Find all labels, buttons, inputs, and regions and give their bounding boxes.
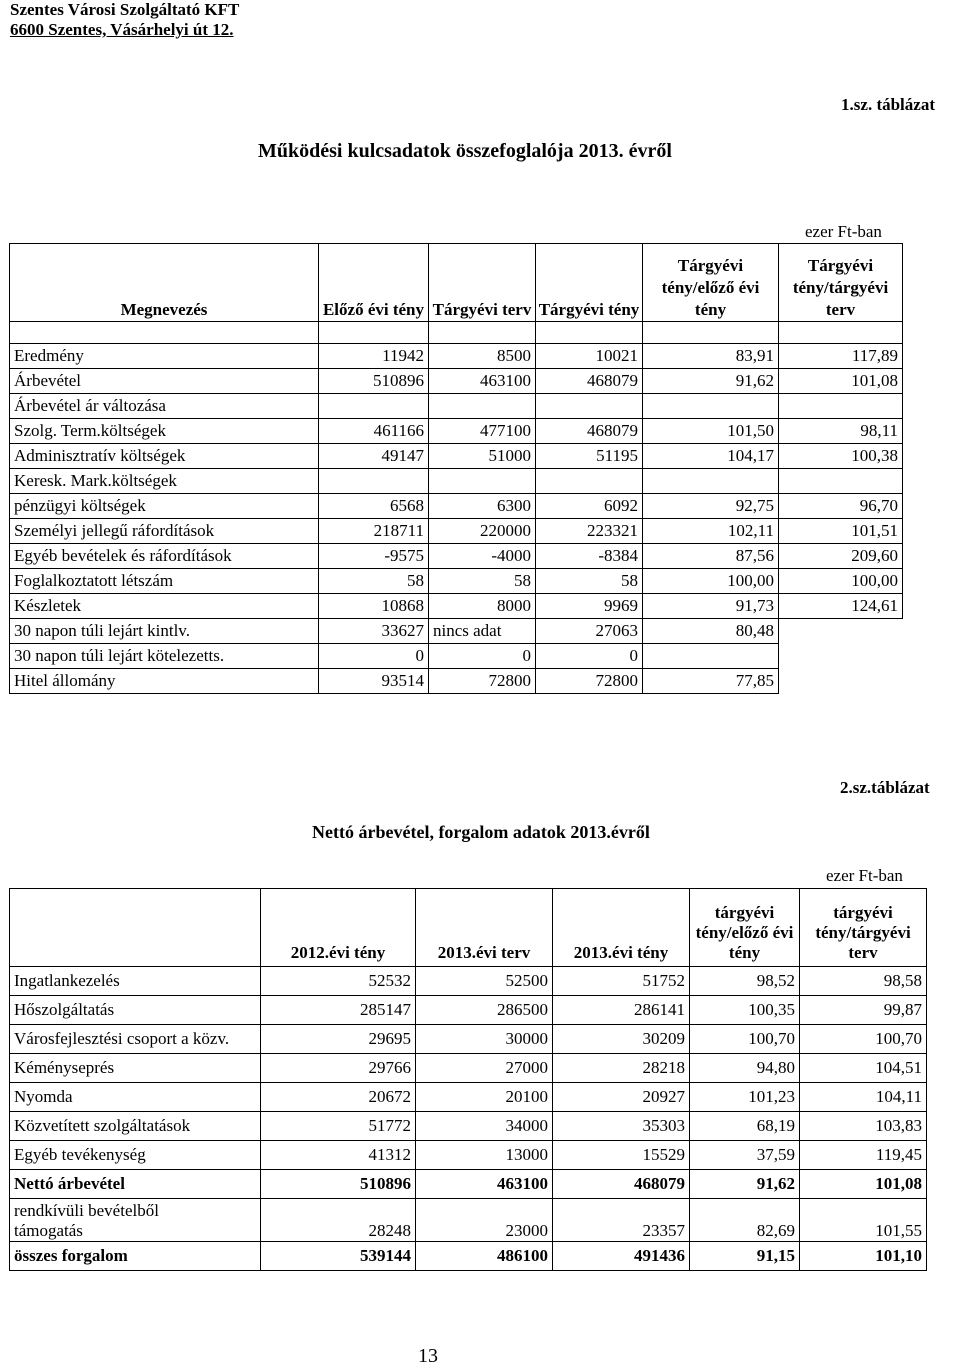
cell-2013-plan: 34000 [416, 1112, 553, 1141]
table-row [10, 669, 903, 694]
col-header: Tárgyévi tény/tárgyévi terv [779, 244, 903, 322]
revenue-table [9, 888, 927, 1271]
col-header: Megnevezés [10, 244, 319, 322]
col-header: 2013.évi tény [553, 889, 690, 967]
row-label: Árbevétel [10, 369, 319, 394]
cell-2013-actual: 35303 [553, 1112, 690, 1141]
cell-plan: 8000 [429, 594, 536, 619]
cell-plan [429, 394, 536, 419]
cell-ratio-prev: 80,48 [643, 619, 779, 644]
cell-ratio-plan: 124,61 [779, 594, 903, 619]
cell-ratio-plan: 117,89 [779, 344, 903, 369]
cell-ratio-plan: 209,60 [779, 544, 903, 569]
cell-2013-plan: 52500 [416, 967, 553, 996]
cell-ratio-prev: 91,62 [690, 1170, 800, 1199]
col-header: 2012.évi tény [261, 889, 416, 967]
row-label: pénzügyi költségek [10, 494, 319, 519]
cell-prev-actual [319, 394, 429, 419]
col-header: tárgyévi tény/tárgyévi terv [800, 889, 927, 967]
table-row [10, 1025, 927, 1054]
org-name: Szentes Városi Szolgáltató KFT [10, 0, 240, 19]
cell-ratio-plan [779, 394, 903, 419]
row-label: Eredmény [10, 344, 319, 369]
cell-ratio-plan: 98,58 [800, 967, 927, 996]
org-address: 6600 Szentes, Vásárhelyi út 12. [10, 20, 234, 39]
row-label: Adminisztratív költségek [10, 444, 319, 469]
cell-prev-actual: 510896 [319, 369, 429, 394]
cell-actual: -8384 [536, 544, 643, 569]
table-row [10, 569, 903, 594]
cell-plan: 220000 [429, 519, 536, 544]
cell-ratio-prev: 100,00 [643, 569, 779, 594]
cell-prev-actual: 10868 [319, 594, 429, 619]
table-row [10, 544, 903, 569]
cell-actual: 58 [536, 569, 643, 594]
cell-actual [536, 394, 643, 419]
row-label: összes forgalom [10, 1242, 261, 1271]
cell-2013-plan: 23000 [416, 1199, 553, 1242]
row-label: 30 napon túli lejárt kintlv. [10, 619, 319, 644]
cell-actual: 51195 [536, 444, 643, 469]
table-row [10, 444, 903, 469]
row-label: Kéményseprés [10, 1054, 261, 1083]
table-header-row [10, 889, 927, 967]
cell-ratio-prev: 91,15 [690, 1242, 800, 1271]
cell-plan [429, 469, 536, 494]
cell-ratio-plan: 100,70 [800, 1025, 927, 1054]
cell-ratio-prev: 101,23 [690, 1083, 800, 1112]
cell-ratio-plan: 101,08 [779, 369, 903, 394]
row-label-line: támogatás [14, 1221, 83, 1240]
table-row [10, 519, 903, 544]
cell-prev-actual: 33627 [319, 619, 429, 644]
cell-ratio-plan: 99,87 [800, 996, 927, 1025]
cell-ratio-plan: 100,00 [779, 569, 903, 594]
cell-actual: 6092 [536, 494, 643, 519]
cell-2013-actual: 30209 [553, 1025, 690, 1054]
page-number: 13 [418, 1345, 438, 1367]
cell-plan: 6300 [429, 494, 536, 519]
cell-2013-actual: 51752 [553, 967, 690, 996]
cell-plan: 477100 [429, 419, 536, 444]
cell-actual: 468079 [536, 419, 643, 444]
cell-plan: 58 [429, 569, 536, 594]
table-row [10, 1054, 927, 1083]
table-row [10, 619, 903, 644]
cell-2013-plan: 486100 [416, 1242, 553, 1271]
cell-actual: 223321 [536, 519, 643, 544]
table-row [10, 344, 903, 369]
table-row [10, 1242, 927, 1271]
row-label: Szolg. Term.költségek [10, 419, 319, 444]
cell-plan: nincs adat [429, 619, 536, 644]
cell-ratio-prev: 92,75 [643, 494, 779, 519]
cell-ratio-prev: 68,19 [690, 1112, 800, 1141]
cell-plan: 72800 [429, 669, 536, 694]
cell-2012-actual: 29695 [261, 1025, 416, 1054]
table-row [10, 1083, 927, 1112]
cell-ratio-prev: 94,80 [690, 1054, 800, 1083]
table-row [10, 494, 903, 519]
table2-number-label: 2.sz.táblázat [840, 778, 930, 797]
table-row [10, 1141, 927, 1170]
cell-ratio-prev: 77,85 [643, 669, 779, 694]
row-label: Nettó árbevétel [10, 1170, 261, 1199]
cell-prev-actual: 6568 [319, 494, 429, 519]
table-row [10, 369, 903, 394]
table-row [10, 419, 903, 444]
cell-2012-actual: 539144 [261, 1242, 416, 1271]
row-label-line: rendkívüli bevételből [14, 1201, 159, 1220]
table-row [10, 1112, 927, 1141]
col-header: 2013.évi terv [416, 889, 553, 967]
cell-2012-actual: 20672 [261, 1083, 416, 1112]
cell-ratio-plan: 104,11 [800, 1083, 927, 1112]
cell-ratio-prev: 91,73 [643, 594, 779, 619]
cell-plan: 0 [429, 644, 536, 669]
cell-2013-actual: 15529 [553, 1141, 690, 1170]
row-label: 30 napon túli lejárt kötelezetts. [10, 644, 319, 669]
table-row [10, 1170, 927, 1199]
cell-plan: 8500 [429, 344, 536, 369]
table2-title: Nettó árbevétel, forgalom adatok 2013.évről [312, 822, 650, 842]
row-label: Árbevétel ár változása [10, 394, 319, 419]
cell-ratio-plan: 104,51 [800, 1054, 927, 1083]
cell-actual [536, 469, 643, 494]
row-label: Ingatlankezelés [10, 967, 261, 996]
cell-2013-plan: 30000 [416, 1025, 553, 1054]
cell-2012-actual: 510896 [261, 1170, 416, 1199]
cell-2012-actual: 28248 [261, 1199, 416, 1242]
key-data-table [9, 243, 903, 694]
table-row [10, 469, 903, 494]
cell-ratio-prev: 101,50 [643, 419, 779, 444]
cell-ratio-plan: 100,38 [779, 444, 903, 469]
cell-prev-actual: -9575 [319, 544, 429, 569]
cell-2012-actual: 29766 [261, 1054, 416, 1083]
table1-title: Működési kulcsadatok összefoglalója 2013. évről [258, 140, 672, 162]
cell-ratio-prev: 104,17 [643, 444, 779, 469]
cell-2013-plan: 463100 [416, 1170, 553, 1199]
cell-ratio-prev: 37,59 [690, 1141, 800, 1170]
cell-prev-actual: 93514 [319, 669, 429, 694]
cell-ratio-prev: 87,56 [643, 544, 779, 569]
cell-ratio-prev: 98,52 [690, 967, 800, 996]
row-label: Egyéb tevékenység [10, 1141, 261, 1170]
cell-plan: 463100 [429, 369, 536, 394]
cell-actual: 10021 [536, 344, 643, 369]
cell-2012-actual: 41312 [261, 1141, 416, 1170]
cell-actual: 468079 [536, 369, 643, 394]
cell-prev-actual: 461166 [319, 419, 429, 444]
cell-actual: 27063 [536, 619, 643, 644]
empty-cell [779, 669, 903, 694]
col-header: Tárgyévi terv [429, 244, 536, 322]
cell-2013-actual: 28218 [553, 1054, 690, 1083]
row-label: Személyi jellegű ráfordítások [10, 519, 319, 544]
cell-ratio-prev: 83,91 [643, 344, 779, 369]
cell-prev-actual: 49147 [319, 444, 429, 469]
cell-ratio-prev: 102,11 [643, 519, 779, 544]
col-header: Tárgyévi tény/előző évi tény [643, 244, 779, 322]
cell-actual: 72800 [536, 669, 643, 694]
cell-ratio-plan: 101,55 [800, 1199, 927, 1242]
cell-2013-actual: 491436 [553, 1242, 690, 1271]
org-header [10, 0, 239, 40]
table1-number-label: 1.sz. táblázat [841, 95, 935, 114]
cell-ratio-plan: 98,11 [779, 419, 903, 444]
table-row [10, 1199, 927, 1242]
cell-2012-actual: 52532 [261, 967, 416, 996]
row-label: Hitel állomány [10, 669, 319, 694]
cell-ratio-plan: 103,83 [800, 1112, 927, 1141]
table-spacer-row [10, 322, 903, 344]
cell-ratio-prev: 100,35 [690, 996, 800, 1025]
cell-actual: 0 [536, 644, 643, 669]
row-label: Foglalkoztatott létszám [10, 569, 319, 594]
cell-ratio-plan: 101,10 [800, 1242, 927, 1271]
cell-plan: 51000 [429, 444, 536, 469]
cell-2013-plan: 27000 [416, 1054, 553, 1083]
cell-2013-plan: 286500 [416, 996, 553, 1025]
table-row [10, 996, 927, 1025]
col-header [10, 889, 261, 967]
table-row [10, 644, 903, 669]
cell-ratio-plan: 119,45 [800, 1141, 927, 1170]
cell-2013-actual: 20927 [553, 1083, 690, 1112]
cell-ratio-plan: 96,70 [779, 494, 903, 519]
cell-prev-actual: 218711 [319, 519, 429, 544]
table-header-row [10, 244, 903, 322]
row-label: Nyomda [10, 1083, 261, 1112]
cell-2013-actual: 468079 [553, 1170, 690, 1199]
cell-plan: -4000 [429, 544, 536, 569]
empty-cell [779, 619, 903, 644]
row-label: Egyéb bevételek és ráfordítások [10, 544, 319, 569]
table2-unit: ezer Ft-ban [826, 866, 903, 885]
cell-ratio-prev [643, 469, 779, 494]
cell-ratio-plan: 101,51 [779, 519, 903, 544]
row-label: Közvetített szolgáltatások [10, 1112, 261, 1141]
cell-ratio-plan [779, 469, 903, 494]
cell-prev-actual: 58 [319, 569, 429, 594]
row-label: Készletek [10, 594, 319, 619]
cell-prev-actual [319, 469, 429, 494]
cell-ratio-prev: 82,69 [690, 1199, 800, 1242]
cell-ratio-prev [643, 644, 779, 669]
row-label: Hőszolgáltatás [10, 996, 261, 1025]
cell-prev-actual: 11942 [319, 344, 429, 369]
cell-ratio-plan: 101,08 [800, 1170, 927, 1199]
row-label: Keresk. Mark.költségek [10, 469, 319, 494]
cell-ratio-prev: 91,62 [643, 369, 779, 394]
row-label: Városfejlesztési csoport a közv. [10, 1025, 261, 1054]
cell-2012-actual: 285147 [261, 996, 416, 1025]
cell-ratio-prev [643, 394, 779, 419]
table-row [10, 394, 903, 419]
col-header: Tárgyévi tény [536, 244, 643, 322]
cell-2013-plan: 13000 [416, 1141, 553, 1170]
cell-2013-plan: 20100 [416, 1083, 553, 1112]
row-label [10, 1199, 261, 1242]
cell-2012-actual: 51772 [261, 1112, 416, 1141]
cell-2013-actual: 23357 [553, 1199, 690, 1242]
cell-prev-actual: 0 [319, 644, 429, 669]
table-row [10, 594, 903, 619]
table-row [10, 967, 927, 996]
table1-unit: ezer Ft-ban [805, 222, 882, 241]
cell-2013-actual: 286141 [553, 996, 690, 1025]
empty-cell [779, 644, 903, 669]
cell-ratio-prev: 100,70 [690, 1025, 800, 1054]
col-header: tárgyévi tény/előző évi tény [690, 889, 800, 967]
col-header: Előző évi tény [319, 244, 429, 322]
cell-actual: 9969 [536, 594, 643, 619]
